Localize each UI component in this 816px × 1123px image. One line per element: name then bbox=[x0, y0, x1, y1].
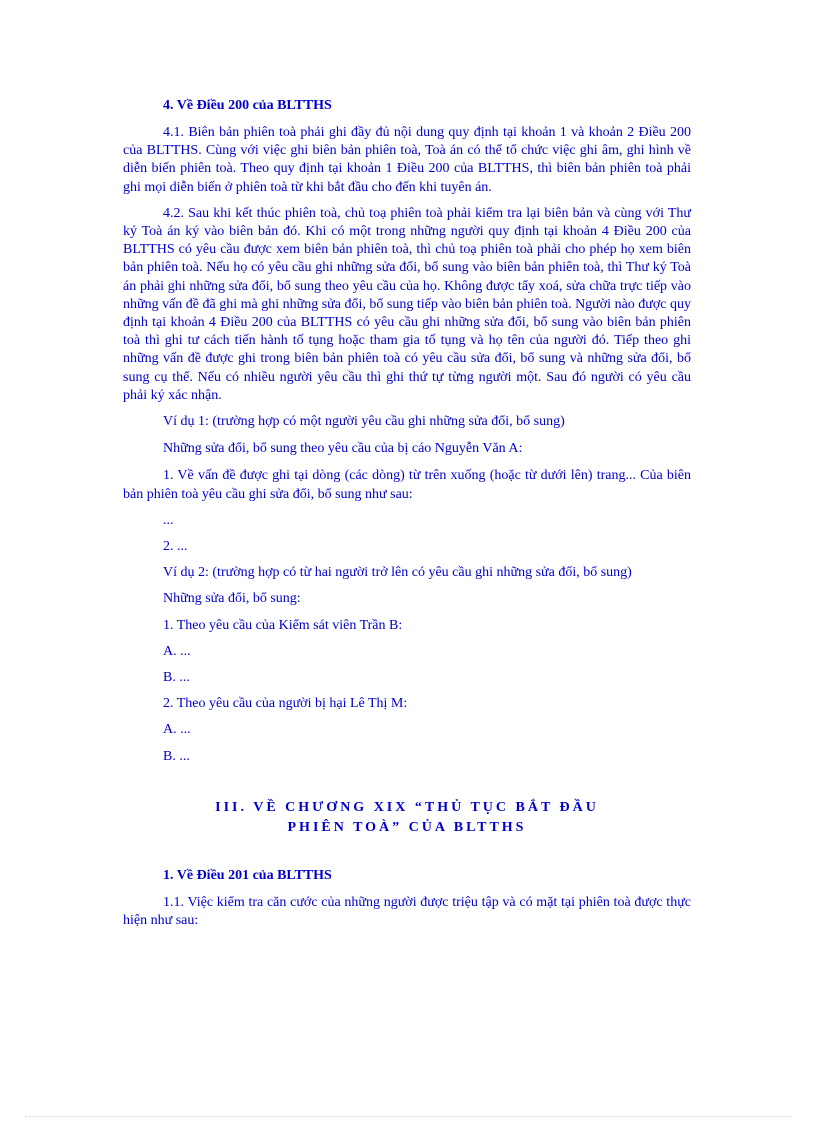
heading-article-201: 1. Về Điều 201 của BLTTHS bbox=[163, 867, 332, 883]
section-heading-line-2: PHIÊN TOÀ” CỦA BLTTHS bbox=[287, 819, 527, 835]
example-2-intro: Những sửa đổi, bổ sung: bbox=[163, 591, 301, 607]
example-2-item-1-b: B. ... bbox=[163, 670, 190, 686]
section-heading-line-1: III. VỀ CHƯƠNG XIX “THỦ TỤC BẮT ĐẦU bbox=[215, 799, 599, 815]
paragraph-4-2: 4.2. Sau khi kết thúc phiên toà, chủ toạ phiên toà phải kiểm tra lại biên bản và cùng với Thư ký Toà án ký vào biên bản đó. Khi có một trong những người quy định tại khoản 4 Điều 200 của BLTTHS có yêu cầu được xem biên bản phiên toà, thì chủ toạ phiên toà phải cho phép họ xem biên bản phiên toà. Nếu họ có yêu cầu ghi những sửa đổi, bổ sung vào biên bản phiên toà, thì Thư ký Toà án phải ghi những sửa đổi, bổ sung theo yêu cầu của họ. Không được tẩy xoá, sửa chữa trực tiếp vào những vấn đề đã ghi mà ghi những sửa đổi, bổ sung tiếp vào biên bản phiên toà. Người nào được quy định tại khoản 4 Điều 200 của BLTTHS có yêu cầu ghi những sửa đổi, bổ sung vào biên bản phiên toà thì ghi tư cách tiến hành tố tụng hoặc tham gia tố tụng và họ tên của người đó. Tiếp theo ghi những vấn đề được ghi trong biên bản phiên toà có yêu cầu sửa đổi, bổ sung và những sửa đổi, bổ sung cụ thể. Nếu có nhiều người yêu cầu thì ghi thứ tự từng người một. Sau đó người có yêu cầu phải ký xác nhận. bbox=[123, 205, 691, 403]
example-1-title: Ví dụ 1: (trường hợp có một người yêu cầu ghi những sửa đổi, bổ sung) bbox=[163, 414, 565, 430]
example-1-intro: Những sửa đổi, bổ sung theo yêu cầu của bị cáo Nguyễn Văn A: bbox=[163, 441, 523, 457]
example-2-item-1-a: A. ... bbox=[163, 643, 191, 659]
heading-article-200: 4. Về Điều 200 của BLTTHS bbox=[163, 98, 332, 113]
document-page bbox=[123, 96, 691, 930]
example-2-item-2-a: A. ... bbox=[163, 722, 191, 738]
example-1-item-2: 2. ... bbox=[163, 539, 188, 555]
example-2-item-1: 1. Theo yêu cầu của Kiểm sát viên Trần B: bbox=[163, 617, 403, 633]
page-bottom-divider bbox=[25, 1116, 791, 1117]
paragraph-1-1: 1.1. Việc kiểm tra căn cước của những người được triệu tập và có mặt tại phiên toà được thực hiện như sau: bbox=[123, 894, 691, 929]
example-2-item-2: 2. Theo yêu cầu của người bị hại Lê Thị M: bbox=[163, 696, 408, 712]
paragraph-4-1: 4.1. Biên bản phiên toà phải ghi đầy đủ nội dung quy định tại khoản 1 và khoản 2 Điều 200 của BLTTHS. Cùng với việc ghi biên bản phiên toà, Toà án có thể tổ chức việc ghi âm, ghi hình về diễn biến phiên toà. Theo quy định tại khoản 1 Điều 200 của BLTTHS, thì biên bản phiên toà phải ghi mọi diễn biến ở phiên toà từ khi bắt đầu cho đến khi tuyên án. bbox=[123, 125, 691, 195]
example-2-item-2-b: B. ... bbox=[163, 748, 190, 764]
example-1-item-1: 1. Về vấn đề được ghi tại dòng (các dòng) từ trên xuống (hoặc từ dưới lên) trang... Của biên bản phiên toà yêu cầu ghi sửa đổi, bổ sung như sau: bbox=[123, 468, 691, 502]
example-2-title: Ví dụ 2: (trường hợp có từ hai người trở lên có yêu cầu ghi những sửa đổi, bổ sung) bbox=[163, 565, 632, 581]
example-1-ellipsis: ... bbox=[163, 512, 174, 528]
